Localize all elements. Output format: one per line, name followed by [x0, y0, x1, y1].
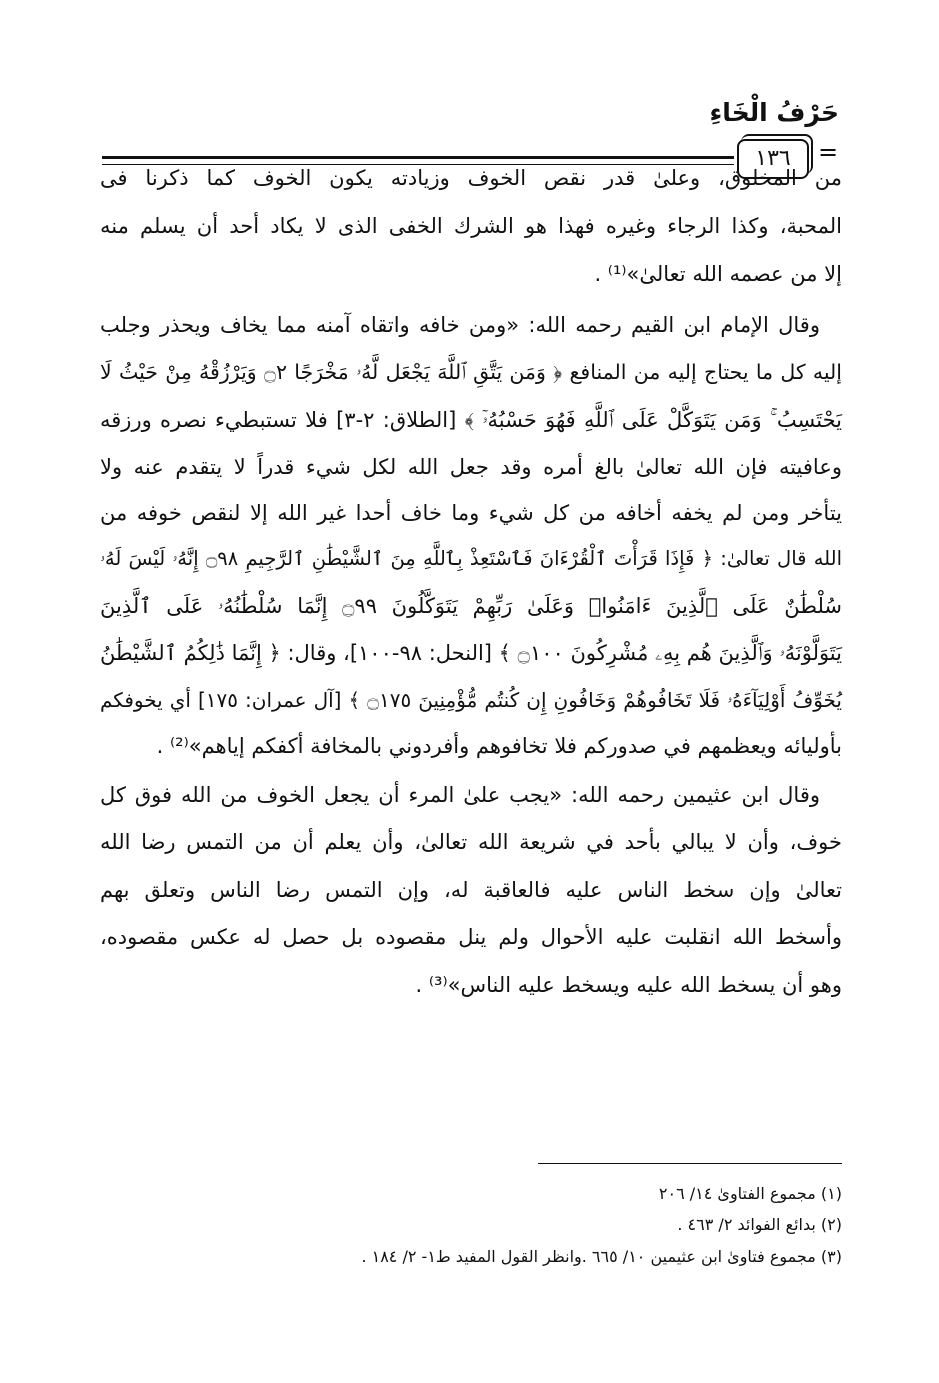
text-line: وقال الإمام ابن القيم رحمه الله: «ومن خافه واتقاه آمنه مما يخاف ويحذر وجلب [100, 313, 820, 337]
text-line: يُخَوِّفُ أَوْلِيَآءَهُۥ فَلَا تَخَافُوهُمْ وَخَافُونِ إِن كُنتُم مُّؤْمِنِينَ ۝١٧٥ ﴾ [آل عمران: ١٧٥] أي يخوفكم [100, 688, 842, 712]
text-line: إليه كل ما يحتاج إليه من المنافع ﴿ وَمَن يَتَّقِ ٱللَّهَ يَجْعَل لَّهُۥ مَخْرَجًا ۝٢ وَيَرْزُقْهُ مِنْ حَيْثُ لَا [100, 360, 842, 384]
text-line: يَتَوَلَّوْنَهُۥ وَٱلَّذِينَ هُم بِهِۦ مُشْرِكُونَ ۝١٠٠ ﴾ [النحل: ٩٨-١٠٠]، وقال: ﴿ إِنَّمَا ذَٰلِكُمُ ٱلشَّيْطَٰنُ [99, 641, 842, 665]
text-line: بأوليائه ويعظمهم في صدوركم فلا تخافوهم وأفردوني بالمخافة أكفكم إياهم»⁽²⁾ . [156, 734, 842, 758]
text-line: وهو أن يسخط الله عليه ويسخط عليه الناس»⁽³⁾ . [415, 973, 842, 997]
header-rule-thick [102, 156, 734, 159]
text-line: وقال ابن عثيمين رحمه الله: «يجب علىٰ المرء أن يجعل الخوف من الله فوق كل [100, 783, 820, 807]
text-line: سُلْطَٰنٌ عَلَى ٱلَّذِينَ ءَامَنُوا۟ وَعَلَىٰ رَبِّهِمْ يَتَوَكَّلُونَ ۝٩٩ إِنَّمَا سُلْطَٰنُهُۥ عَلَى ٱلَّذِينَ [100, 594, 842, 618]
header-ornament: = [818, 138, 839, 166]
text-line: يتأخر ومن لم يخفه أخافه من كل شيء وما خاف أحدا غير الله إلا لنقص خوفه من [100, 501, 842, 525]
page-number: ١٣٦ [737, 139, 809, 179]
text-line: خوف، وأن لا يبالي بأحد في شريعة الله تعالىٰ، وأن يعلم أن من التمس رضا الله [100, 830, 842, 854]
footnote-2: (٢) بدائع الفوائد ٢/ ٤٦٣ . [677, 1215, 842, 1234]
text-line: من المخلوق، وعلىٰ قدر نقص الخوف وزيادته يكون الخوف كما ذكرنا فى [100, 166, 842, 190]
text-line: تعالىٰ وإن سخط الناس عليه فالعاقبة له، وإن التمس رضا الناس وتعلق بهم [100, 878, 842, 902]
text-line: وعافيته فإن الله تعالىٰ بالغ أمره وقد جعل الله لكل شيء قدراً لا يتقدم عنه ولا [100, 455, 842, 479]
text-line: المحبة، وكذا الرجاء وغيره فهذا هو الشرك الخفى الذى لا يكاد أحد أن يسلم منه [100, 214, 842, 238]
footnote-3: (٣) مجموع فتاوىٰ ابن عثيمين ١٠/ ٦٦٥ .وانظر القول المفيد ط١- ٢/ ١٨٤ . [361, 1247, 842, 1266]
text-line: يَحْتَسِبُ ۚ وَمَن يَتَوَكَّلْ عَلَى ٱللَّهِ فَهُوَ حَسْبُهُۥٓ ﴾ [الطلاق: ٢-٣] فلا تستبطيء نصره ورزقه [100, 408, 842, 432]
text-line: الله قال تعالىٰ: ﴿ فَإِذَا قَرَأْتَ ٱلْقُرْءَانَ فَٱسْتَعِذْ بِٱللَّهِ مِنَ ٱلشَّيْطَٰنِ ٱلرَّجِيمِ ۝٩٨ إِنَّهُۥ لَيْسَ لَهُۥ [100, 547, 842, 570]
text-line: وأسخط الله انقلبت عليه الأحوال ولم ينل مقصوده بل حصل له عكس مقصوده، [100, 925, 842, 949]
footnote-1: (١) مجموع الفتاوىٰ ١٤/ ٢٠٦ [658, 1184, 842, 1203]
text-line: إلا من عصمه الله تعالىٰ»⁽¹⁾ . [594, 262, 842, 286]
chapter-title: حَرْفُ الْخَاءِ [709, 98, 839, 127]
footnote-separator [538, 1163, 842, 1164]
